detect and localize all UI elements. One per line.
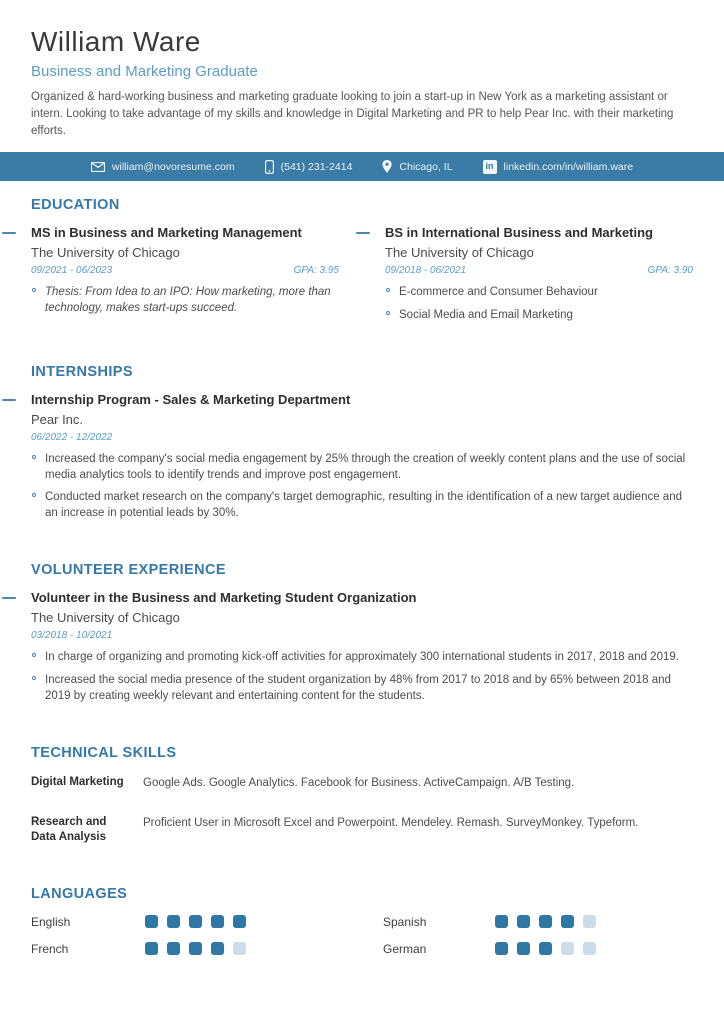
language-level bbox=[495, 942, 693, 955]
location-pin-icon bbox=[382, 160, 392, 173]
person-name: William Ware bbox=[31, 26, 201, 57]
language-name: Spanish bbox=[383, 914, 427, 929]
organization-name: The University of Chicago bbox=[31, 610, 180, 626]
email-icon bbox=[91, 162, 105, 172]
skill-list: Google Ads. Google Analytics. Facebook for Business. ActiveCampaign. A/B Testing. bbox=[143, 776, 575, 789]
bullet-icon bbox=[32, 455, 36, 459]
date-range: 09/2018 - 06/2021 bbox=[385, 265, 467, 277]
timeline-dash-icon bbox=[356, 232, 370, 234]
language-level bbox=[145, 915, 383, 928]
timeline-dash-icon bbox=[2, 597, 16, 599]
volunteer-title: Volunteer in the Business and Marketing Student Organization bbox=[31, 590, 417, 606]
level-square-empty bbox=[561, 942, 574, 955]
level-square-filled bbox=[167, 942, 180, 955]
language-level bbox=[145, 942, 383, 955]
contact-bar bbox=[0, 152, 724, 181]
section-skills bbox=[0, 745, 724, 846]
date-range: 09/2021 - 06/2023 bbox=[31, 265, 113, 277]
bullet-item: Increased the social media presence of the student organization by 48% from 2017 to 2018 and by 65% between 2018 and 2019 by creating weekly relevant and entertaining content for the students. bbox=[31, 673, 693, 705]
bullet-item: Conducted market research on the company's target demographic, resulting in the identification of a new target audience and an increase in potential leads by 30%. bbox=[31, 490, 693, 522]
gpa-value: GPA: 3.95 bbox=[293, 265, 339, 277]
level-square-filled bbox=[561, 915, 574, 928]
education-heading: EDUCATION bbox=[31, 197, 120, 214]
bullet-icon bbox=[32, 653, 36, 657]
skill-category: Research and Data Analysis bbox=[31, 815, 107, 844]
level-square-empty bbox=[233, 942, 246, 955]
section-volunteer bbox=[0, 562, 724, 704]
volunteer-entry bbox=[31, 590, 693, 704]
bullet-item: In charge of organizing and promoting kick-off activities for approximately 300 international students in 2017, 2018 and 2019. bbox=[31, 650, 693, 666]
level-square-filled bbox=[189, 915, 202, 928]
internship-title: Internship Program - Sales & Marketing Department bbox=[31, 391, 351, 407]
contact-linkedin-text: linkedin.com/in/william.ware bbox=[503, 160, 634, 173]
level-square-filled bbox=[495, 942, 508, 955]
level-square-empty bbox=[583, 915, 596, 928]
contact-phone[interactable] bbox=[265, 160, 353, 174]
section-languages bbox=[0, 886, 724, 956]
level-square-filled bbox=[145, 915, 158, 928]
contact-location-text: Chicago, IL bbox=[399, 160, 453, 173]
bullet-item: Social Media and Email Marketing bbox=[385, 308, 693, 324]
level-square-filled bbox=[517, 942, 530, 955]
degree-title: BS in International Business and Marketing bbox=[385, 225, 653, 241]
level-square-filled bbox=[145, 942, 158, 955]
school-name: The University of Chicago bbox=[31, 245, 180, 261]
summary-text: Organized & hard-working business and marketing graduate looking to join a start-up in New York as a marketing assistant or intern. Looking to take advantage of my skills and knowledge in Digital Marketing and PR to help Pear Inc. with their marketing efforts. bbox=[31, 91, 674, 137]
languages-heading: LANGUAGES bbox=[31, 885, 128, 902]
section-internships bbox=[0, 364, 724, 522]
linkedin-icon: in bbox=[483, 160, 497, 174]
language-name: German bbox=[383, 941, 427, 956]
bullet-icon bbox=[386, 288, 390, 292]
bullet-icon bbox=[32, 493, 36, 497]
date-range: 06/2022 - 12/2022 bbox=[31, 431, 113, 443]
bullet-icon bbox=[32, 676, 36, 680]
contact-email[interactable] bbox=[91, 161, 235, 173]
company-name: Pear Inc. bbox=[31, 411, 84, 427]
phone-icon bbox=[265, 160, 274, 174]
level-square-filled bbox=[189, 942, 202, 955]
date-range: 03/2018 - 10/2021 bbox=[31, 630, 113, 642]
resume-header bbox=[0, 0, 724, 139]
internship-entry bbox=[31, 392, 693, 522]
contact-email-text: william@novoresume.com bbox=[111, 160, 235, 173]
education-entry bbox=[385, 225, 693, 324]
level-square-empty bbox=[583, 942, 596, 955]
bullet-item: Thesis: From Idea to an IPO: How marketing, more than technology, makes start-ups succeed. bbox=[31, 285, 339, 317]
level-square-filled bbox=[211, 915, 224, 928]
skills-heading: TECHNICAL SKILLS bbox=[31, 744, 177, 761]
level-square-filled bbox=[167, 915, 180, 928]
degree-title: MS in Business and Marketing Management bbox=[31, 225, 302, 241]
skill-category: Digital Marketing bbox=[31, 775, 124, 788]
section-education bbox=[0, 197, 724, 324]
level-square-filled bbox=[517, 915, 530, 928]
internships-heading: INTERNSHIPS bbox=[31, 363, 133, 380]
bullet-item: Increased the company's social media engagement by 25% through the creation of weekly content plans and the use of social media analytics tools to identify trends and improve post engagement. bbox=[31, 452, 693, 484]
level-square-filled bbox=[211, 942, 224, 955]
school-name: The University of Chicago bbox=[385, 245, 534, 261]
language-name: French bbox=[31, 941, 69, 956]
skill-list: Proficient User in Microsoft Excel and Powerpoint. Mendeley. Remash. SurveyMonkey. Typeform. bbox=[143, 816, 639, 829]
level-square-filled bbox=[539, 915, 552, 928]
contact-linkedin[interactable] bbox=[483, 160, 634, 174]
level-square-filled bbox=[495, 915, 508, 928]
timeline-dash-icon bbox=[2, 399, 16, 401]
level-square-filled bbox=[233, 915, 246, 928]
person-title: Business and Marketing Graduate bbox=[31, 63, 258, 81]
contact-phone-text: (541) 231-2414 bbox=[280, 160, 353, 173]
bullet-item: E-commerce and Consumer Behaviour bbox=[385, 285, 693, 301]
education-entry bbox=[31, 225, 339, 324]
contact-location[interactable] bbox=[382, 160, 452, 173]
language-name: English bbox=[31, 914, 71, 929]
bullet-icon bbox=[32, 288, 36, 292]
level-square-filled bbox=[539, 942, 552, 955]
timeline-dash-icon bbox=[2, 232, 16, 234]
volunteer-heading: VOLUNTEER EXPERIENCE bbox=[31, 562, 226, 579]
gpa-value: GPA: 3.90 bbox=[647, 265, 693, 277]
language-level bbox=[495, 915, 693, 928]
bullet-icon bbox=[386, 311, 390, 315]
